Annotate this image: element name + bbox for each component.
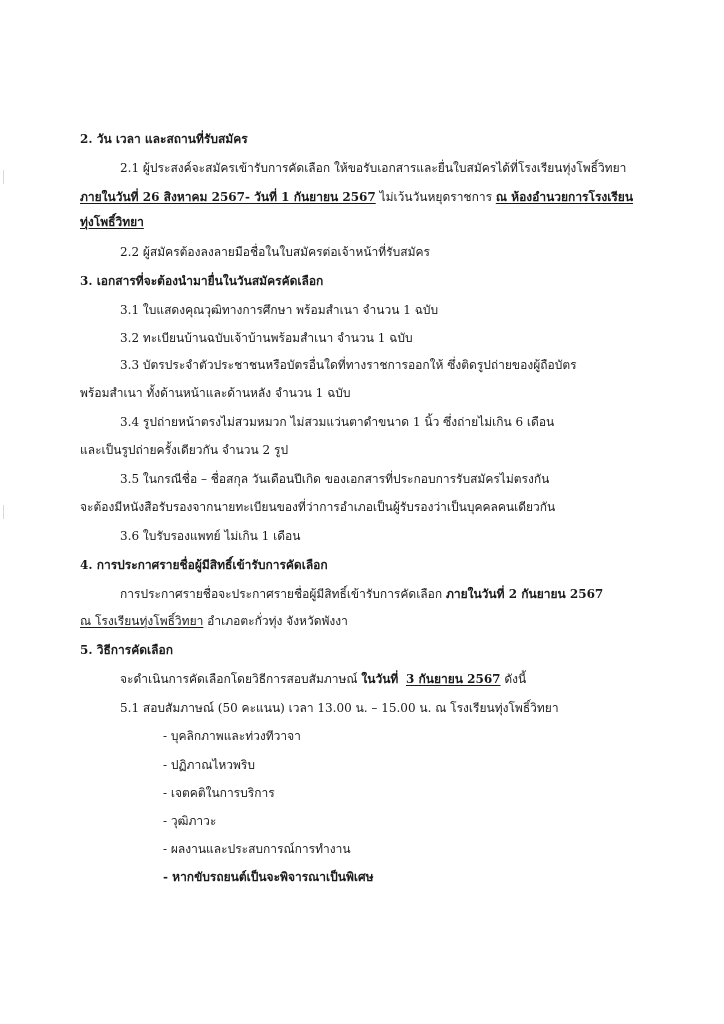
criteria-item-special: - หากขับรถยนต์เป็นจะพิจารณาเป็นพิเศษ [163, 870, 374, 884]
scan-edge-mark [3, 505, 4, 519]
criteria-item: - ผลงานและประสบการณ์การทำงาน [163, 842, 351, 856]
item-3-3-line-2: พร้อมสำเนา ทั้งด้านหน้าและด้านหลัง จำนวน 1 ฉบับ [80, 386, 351, 400]
paragraph-2-2: 2.2 ผู้สมัครต้องลงลายมือชื่อในใบสมัครต่อเจ้าหน้าที่รับสมัคร [120, 245, 430, 259]
announcement-location: ณ โรงเรียนทุ่งโพธิ์วิทยา [80, 614, 204, 628]
announcement-date: ภายในวันที่ 2 กันยายน 2567 [445, 587, 604, 601]
section-3-heading: 3. เอกสารที่จะต้องนำมายื่นในวันสมัครคัดเลือก [80, 274, 324, 288]
item-3-2: 3.2 ทะเบียนบ้านฉบับเจ้าบ้านพร้อมสำเนา จำนวน 1 ฉบับ [120, 331, 413, 345]
section-5-intro [120, 671, 526, 687]
section-4-line-1 [120, 586, 603, 602]
announcement-district: อำเภอตะกั่วทุ่ง จังหวัดพังงา [203, 614, 348, 628]
item-3-1: 3.1 ใบแสดงคุณวุฒิทางการศึกษา พร้อมสำเนา จำนวน 1 ฉบับ [120, 303, 439, 317]
application-date-range: ภายในวันที่ 26 สิงหาคม 2567- วันที่ 1 กันยายน 2567 [80, 190, 376, 204]
announcement-text: การประกาศรายชื่อจะประกาศรายชื่อผู้มีสิทธิ์เข้ารับการคัดเลือก [120, 587, 446, 601]
section-5-heading: 5. วิธีการคัดเลือก [80, 643, 173, 657]
criteria-item: - บุคลิกภาพและท่วงทีวาจา [163, 729, 301, 743]
section-4-line-2 [80, 613, 348, 629]
item-3-5-line-2: จะต้องมีหนังสือรับรองจากนายทะเบียนของที่ว่าการอำเภอเป็นผู้รับรองว่าเป็นบุคคลคนเดียวกัน [80, 500, 556, 514]
item-5-1: 5.1 สอบสัมภาษณ์ (50 คะแนน) เวลา 13.00 น. – 15.00 น. ณ โรงเรียนทุ่งโพธิ์วิทยา [120, 701, 559, 715]
item-3-4-line-2: และเป็นรูปถ่ายครั้งเดียวกัน จำนวน 2 รูป [80, 443, 289, 457]
section-4-heading: 4. การประกาศรายชื่อผู้มีสิทธิ์เข้ารับการคัดเลือก [80, 558, 328, 572]
item-3-3-line-1: 3.3 บัตรประจำตัวประชาชนหรือบัตรอื่นใดที่ทางราชการออกให้ ซึ่งติดรูปถ่ายของผู้ถือบัตร [120, 358, 577, 372]
interview-date-label: ในวันที่ [361, 672, 399, 686]
paragraph-2-1-line-2 [80, 189, 633, 205]
application-location: ณ ห้องอำนวยการโรงเรียน [495, 190, 634, 204]
interview-date: 3 กันยายน 2567 [405, 672, 501, 686]
school-name-underlined: ทุ่งโพธิ์วิทยา [80, 215, 144, 229]
item-3-6: 3.6 ใบรับรองแพทย์ ไม่เกิน 1 เดือน [120, 529, 301, 543]
scan-edge-mark [3, 170, 4, 184]
selection-method-text: จะดำเนินการคัดเลือกโดยวิธีการสอบสัมภาษณ์ [120, 672, 362, 686]
criteria-item: - ปฏิภาณไหวพริบ [163, 758, 255, 772]
no-holiday-note: ไม่เว้นวันหยุดราชการ [375, 190, 496, 204]
paragraph-2-1-line-1: 2.1 ผู้ประสงค์จะสมัครเข้ารับการคัดเลือก ให้ขอรับเอกสารและยื่นใบสมัครได้ที่โรงเรียนทุ่งโพธิ์วิทยา [120, 161, 627, 175]
as-follows-text: ดังนี้ [500, 672, 527, 686]
item-3-5-line-1: 3.5 ในกรณีชื่อ – ชื่อสกุล วันเดือนปีเกิด ของเอกสารที่ประกอบการรับสมัครไม่ตรงกัน [120, 472, 550, 486]
criteria-item: - เจตคติในการบริการ [163, 786, 275, 800]
item-3-4-line-1: 3.4 รูปถ่ายหน้าตรงไม่สวมหมวก ไม่สวมแว่นตาดำขนาด 1 นิ้ว ซึ่งถ่ายไม่เกิน 6 เดือน [120, 415, 555, 429]
section-2-heading: 2. วัน เวลา และสถานที่รับสมัคร [80, 132, 248, 146]
criteria-item: - วุฒิภาวะ [163, 814, 217, 828]
